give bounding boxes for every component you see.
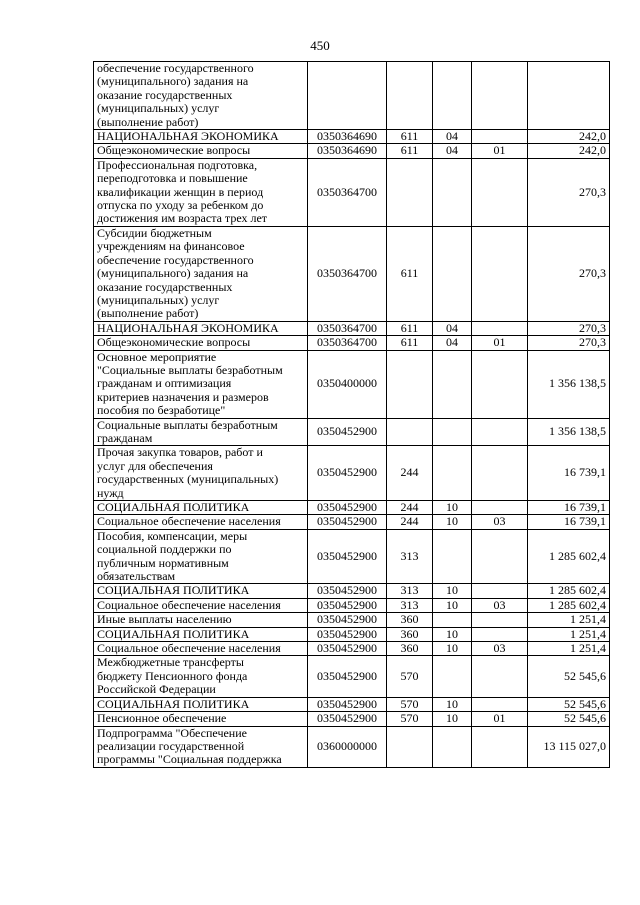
item-name-line: Субсидии бюджетным	[97, 226, 212, 240]
item-name-line: обязательствам	[97, 569, 176, 584]
target-article-cell: 0350452900	[308, 529, 387, 584]
target-article-cell: 0350452900	[308, 446, 387, 501]
expense-type-cell	[387, 350, 433, 418]
expense-type-cell: 611	[387, 144, 433, 158]
subsection-cell	[472, 418, 528, 446]
subsection-cell	[472, 656, 528, 697]
item-name-line: достижения им возраста трех лет	[97, 211, 268, 226]
target-article-cell: 0350452900	[308, 642, 387, 656]
subsection-cell	[472, 158, 528, 226]
amount-cell: 13 115 027,0	[528, 726, 610, 767]
item-name-cell	[94, 584, 308, 598]
target-article-cell: 0350452900	[308, 697, 387, 711]
item-name-cell	[94, 697, 308, 711]
table-row	[94, 627, 610, 641]
item-name-line: Социальное обеспечение населения	[97, 514, 281, 529]
amount-cell: 270,3	[528, 321, 610, 335]
item-name-line: учреждениям на финансовое	[97, 239, 245, 254]
subsection-cell	[472, 446, 528, 501]
amount-cell: 242,0	[528, 144, 610, 158]
item-name-line: (выполнение работ)	[97, 306, 199, 321]
section-cell: 10	[433, 515, 472, 529]
expense-type-cell: 244	[387, 446, 433, 501]
item-name-cell	[94, 501, 308, 515]
subsection-cell	[472, 726, 528, 767]
item-name-line: Социальные выплаты безработным	[97, 418, 278, 432]
item-name-line: СОЦИАЛЬНАЯ ПОЛИТИКА	[97, 500, 250, 514]
amount-cell: 1 285 602,4	[528, 598, 610, 612]
subsection-cell	[472, 350, 528, 418]
target-article-cell: 0350364690	[308, 144, 387, 158]
expense-type-cell: 244	[387, 501, 433, 515]
expense-type-cell: 244	[387, 515, 433, 529]
item-name-cell	[94, 321, 308, 335]
target-article-cell: 0350364690	[308, 130, 387, 144]
item-name-line: НАЦИОНАЛЬНАЯ ЭКОНОМИКА	[97, 321, 279, 335]
item-name-cell	[94, 598, 308, 612]
expense-type-cell: 313	[387, 584, 433, 598]
item-name-line: Российской Федерации	[97, 682, 216, 697]
table-row	[94, 697, 610, 711]
subsection-cell	[472, 529, 528, 584]
item-name-cell	[94, 613, 308, 627]
item-name-line: СОЦИАЛЬНАЯ ПОЛИТИКА	[97, 627, 250, 641]
target-article-cell: 0350452900	[308, 584, 387, 598]
section-cell	[433, 446, 472, 501]
table-row	[94, 642, 610, 656]
item-name-cell	[94, 446, 308, 501]
item-name-line: Основное мероприятие	[97, 350, 217, 364]
target-article-cell: 0350452900	[308, 613, 387, 627]
item-name-line: отпуска по уходу за ребенком до	[97, 198, 264, 213]
section-cell: 10	[433, 598, 472, 612]
item-name-line: (муниципальных) услуг	[97, 292, 220, 307]
amount-cell: 1 356 138,5	[528, 350, 610, 418]
budget-table	[93, 61, 610, 768]
table-row	[94, 501, 610, 515]
expense-type-cell: 360	[387, 642, 433, 656]
item-name-line: оказание государственных	[97, 87, 233, 102]
section-cell: 04	[433, 130, 472, 144]
item-name-line: Общеэкономические вопросы	[97, 335, 251, 350]
item-name-line: Подпрограмма "Обеспечение	[97, 726, 247, 740]
table-row	[94, 158, 610, 226]
item-name-line: НАЦИОНАЛЬНАЯ ЭКОНОМИКА	[97, 129, 279, 144]
expense-type-cell: 313	[387, 529, 433, 584]
target-article-cell: 0350364700	[308, 321, 387, 335]
table-row	[94, 62, 610, 130]
table-row	[94, 656, 610, 697]
target-article-cell: 0350364700	[308, 336, 387, 350]
item-name-line: Общеэкономические вопросы	[97, 143, 251, 158]
target-article-cell: 0350364700	[308, 158, 387, 226]
item-name-line: СОЦИАЛЬНАЯ ПОЛИТИКА	[97, 583, 250, 598]
item-name-line: пособия по безработице"	[97, 403, 226, 418]
section-cell	[433, 529, 472, 584]
section-cell: 10	[433, 501, 472, 515]
item-name-line: "Социальные выплаты безработным	[97, 362, 283, 377]
expense-type-cell: 611	[387, 226, 433, 321]
section-cell: 10	[433, 627, 472, 641]
amount-cell: 1 285 602,4	[528, 584, 610, 598]
item-name-cell	[94, 515, 308, 529]
item-name-line: публичным нормативным	[97, 555, 229, 570]
amount-cell: 242,0	[528, 130, 610, 144]
subsection-cell: 01	[472, 712, 528, 726]
amount-cell: 270,3	[528, 226, 610, 321]
amount-cell: 1 251,4	[528, 627, 610, 641]
section-cell	[433, 726, 472, 767]
table-row	[94, 446, 610, 501]
section-cell	[433, 418, 472, 446]
item-name-line: переподготовка и повышение	[97, 171, 248, 186]
item-name-line: СОЦИАЛЬНАЯ ПОЛИТИКА	[97, 697, 250, 711]
item-name-cell	[94, 656, 308, 697]
expense-type-cell	[387, 158, 433, 226]
item-name-line: нужд	[97, 485, 124, 500]
subsection-cell: 01	[472, 336, 528, 350]
expense-type-cell: 611	[387, 321, 433, 335]
expense-type-cell: 360	[387, 627, 433, 641]
item-name-line: Иные выплаты населению	[97, 612, 232, 627]
item-name-cell	[94, 418, 308, 446]
target-article-cell: 0350400000	[308, 350, 387, 418]
item-name-cell	[94, 226, 308, 321]
item-name-line: (выполнение работ)	[97, 114, 199, 129]
table-row	[94, 144, 610, 158]
table-row	[94, 529, 610, 584]
section-cell	[433, 62, 472, 130]
table-row	[94, 226, 610, 321]
subsection-cell	[472, 226, 528, 321]
subsection-cell	[472, 321, 528, 335]
section-cell	[433, 226, 472, 321]
amount-cell: 16 739,1	[528, 515, 610, 529]
item-name-line: гражданам	[97, 430, 153, 445]
section-cell: 10	[433, 712, 472, 726]
amount-cell: 52 545,6	[528, 712, 610, 726]
item-name-cell	[94, 627, 308, 641]
table-row	[94, 712, 610, 726]
item-name-cell	[94, 336, 308, 350]
item-name-cell	[94, 158, 308, 226]
expense-type-cell: 611	[387, 336, 433, 350]
target-article-cell	[308, 62, 387, 130]
expense-type-cell: 570	[387, 697, 433, 711]
section-cell: 04	[433, 336, 472, 350]
item-name-line: оказание государственных	[97, 279, 233, 294]
target-article-cell: 0350364700	[308, 226, 387, 321]
item-name-cell	[94, 62, 308, 130]
subsection-cell: 01	[472, 144, 528, 158]
table-row	[94, 336, 610, 350]
table-row	[94, 515, 610, 529]
expense-type-cell	[387, 726, 433, 767]
amount-cell: 1 356 138,5	[528, 418, 610, 446]
item-name-line: социальной поддержки по	[97, 542, 232, 557]
amount-cell: 16 739,1	[528, 446, 610, 501]
item-name-line: Социальное обеспечение населения	[97, 641, 281, 656]
item-name-line: государственных (муниципальных)	[97, 472, 279, 487]
item-name-line: (муниципальных) услуг	[97, 101, 220, 116]
section-cell	[433, 613, 472, 627]
amount-cell: 270,3	[528, 336, 610, 350]
subsection-cell	[472, 627, 528, 641]
expense-type-cell: 313	[387, 598, 433, 612]
table-row	[94, 726, 610, 767]
amount-cell	[528, 62, 610, 130]
item-name-line: обеспечение государственного	[97, 61, 254, 75]
item-name-line: критериев назначения и размеров	[97, 389, 269, 404]
item-name-line: услуг для обеспечения	[97, 458, 213, 473]
table-row	[94, 584, 610, 598]
target-article-cell: 0350452900	[308, 598, 387, 612]
amount-cell: 1 251,4	[528, 642, 610, 656]
target-article-cell: 0350452900	[308, 627, 387, 641]
table-row	[94, 321, 610, 335]
expense-type-cell: 611	[387, 130, 433, 144]
item-name-line: гражданам и оптимизация	[97, 376, 232, 391]
amount-cell: 1 285 602,4	[528, 529, 610, 584]
table-row	[94, 130, 610, 144]
section-cell	[433, 158, 472, 226]
target-article-cell: 0350452900	[308, 418, 387, 446]
item-name-line: Межбюджетные трансферты	[97, 655, 244, 670]
expense-type-cell: 570	[387, 656, 433, 697]
item-name-cell	[94, 350, 308, 418]
budget-table-body	[94, 62, 610, 768]
subsection-cell	[472, 584, 528, 598]
item-name-cell	[94, 144, 308, 158]
expense-type-cell	[387, 62, 433, 130]
item-name-line: (муниципального) задания на	[97, 74, 249, 89]
subsection-cell	[472, 501, 528, 515]
item-name-line: обеспечение государственного	[97, 252, 254, 267]
amount-cell: 1 251,4	[528, 613, 610, 627]
section-cell	[433, 656, 472, 697]
expense-type-cell	[387, 418, 433, 446]
item-name-line: квалификации женщин в период	[97, 184, 264, 199]
table-row	[94, 613, 610, 627]
subsection-cell: 03	[472, 515, 528, 529]
amount-cell: 52 545,6	[528, 697, 610, 711]
page-number: 450	[310, 38, 330, 53]
item-name-line: Прочая закупка товаров, работ и	[97, 445, 263, 460]
section-cell	[433, 350, 472, 418]
section-cell: 10	[433, 584, 472, 598]
item-name-line: Социальное обеспечение населения	[97, 598, 281, 612]
item-name-line: Пособия, компенсации, меры	[97, 529, 248, 543]
target-article-cell: 0360000000	[308, 726, 387, 767]
expense-type-cell: 360	[387, 613, 433, 627]
item-name-cell	[94, 712, 308, 726]
target-article-cell: 0350452900	[308, 712, 387, 726]
target-article-cell: 0350452900	[308, 501, 387, 515]
subsection-cell	[472, 697, 528, 711]
item-name-cell	[94, 529, 308, 584]
subsection-cell: 03	[472, 642, 528, 656]
item-name-line: программы "Социальная поддержка	[97, 752, 282, 767]
subsection-cell: 03	[472, 598, 528, 612]
table-row	[94, 598, 610, 612]
section-cell: 04	[433, 321, 472, 335]
item-name-cell	[94, 130, 308, 144]
amount-cell: 16 739,1	[528, 501, 610, 515]
section-cell: 10	[433, 697, 472, 711]
item-name-line: бюджету Пенсионного фонда	[97, 668, 248, 683]
item-name-line: Профессиональная подготовка,	[97, 158, 258, 172]
item-name-cell	[94, 642, 308, 656]
amount-cell: 270,3	[528, 158, 610, 226]
item-name-line: (муниципального) задания на	[97, 266, 249, 281]
section-cell: 04	[433, 144, 472, 158]
expense-type-cell: 570	[387, 712, 433, 726]
table-row	[94, 418, 610, 446]
item-name-line: реализации государственной	[97, 738, 245, 753]
subsection-cell	[472, 613, 528, 627]
subsection-cell	[472, 130, 528, 144]
target-article-cell: 0350452900	[308, 515, 387, 529]
table-row	[94, 350, 610, 418]
item-name-cell	[94, 726, 308, 767]
amount-cell: 52 545,6	[528, 656, 610, 697]
item-name-line: Пенсионное обеспечение	[97, 711, 227, 726]
section-cell: 10	[433, 642, 472, 656]
target-article-cell: 0350452900	[308, 656, 387, 697]
subsection-cell	[472, 62, 528, 130]
